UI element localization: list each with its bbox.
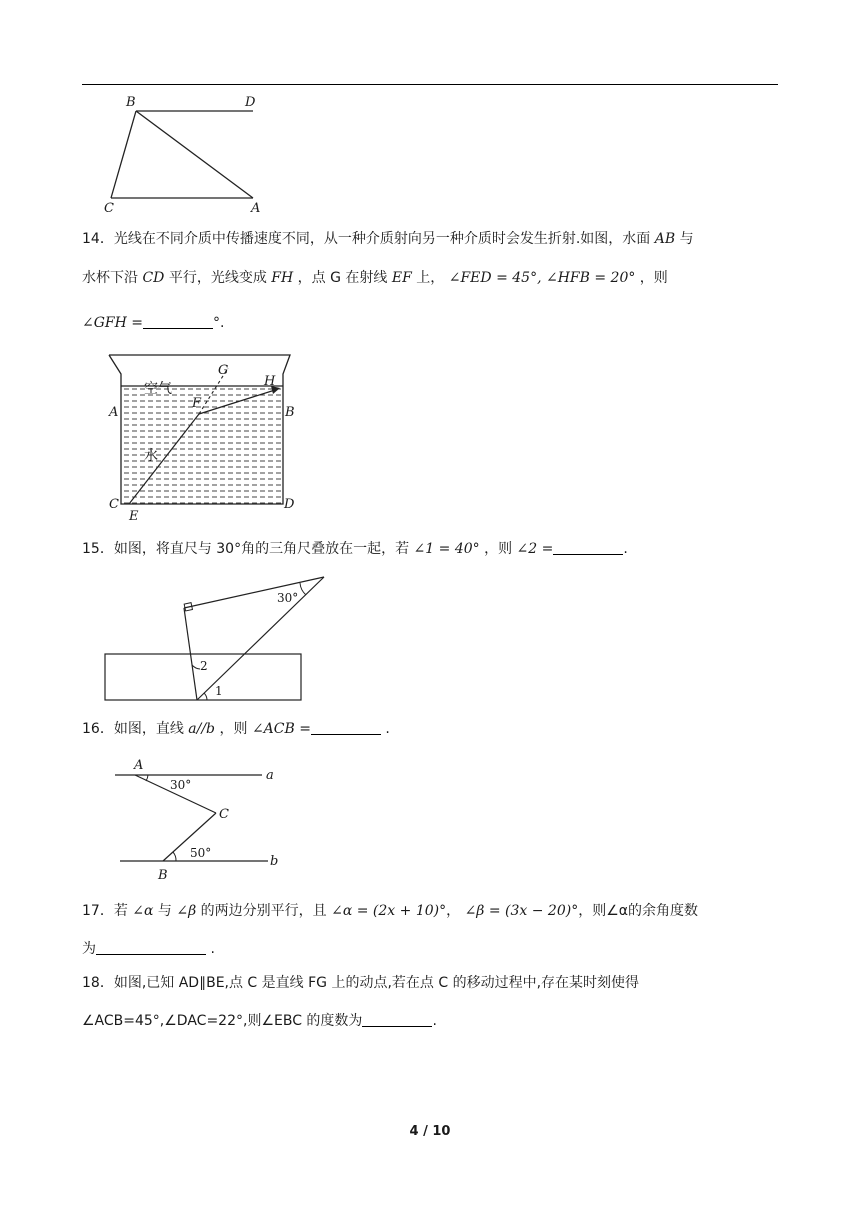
- label-b: B: [285, 405, 295, 420]
- label-a: A: [109, 405, 119, 420]
- answer-blank-17: [96, 940, 206, 955]
- q15-condition: ∠1 = 40°: [413, 541, 480, 557]
- label-e: E: [129, 509, 139, 524]
- triangle-figure: [95, 90, 275, 215]
- q15-number: 15．: [82, 541, 114, 557]
- air-label: 空气: [144, 381, 172, 397]
- q14-number: 14．: [82, 231, 114, 247]
- page-number: 4 / 10: [409, 1124, 451, 1139]
- question-16: 16．如图，直线 a//b ，则 ∠ACB = .: [82, 721, 390, 737]
- answer-blank-16: [311, 720, 381, 735]
- label-b-point: B: [158, 868, 168, 883]
- question-14-line-2: 水杯下沿 CD 平行，光线变成 FH ，点 G 在射线 EF 上， ∠FED = 45°, ∠HFB = 20° ，则: [82, 270, 668, 286]
- label-h: H: [264, 374, 276, 389]
- water-label: 水: [144, 448, 158, 464]
- parallel-lines-figure: [110, 752, 290, 882]
- line-a-label: a: [266, 768, 274, 783]
- label-b: B: [126, 95, 136, 110]
- angle-1-label: 1: [215, 684, 223, 698]
- label-a: A: [251, 201, 261, 216]
- label-f: F: [192, 396, 202, 411]
- label-d: D: [245, 95, 256, 110]
- angle-2-label: 2: [200, 659, 208, 673]
- q16-number: 16．: [82, 721, 114, 737]
- answer-blank-18: [362, 1012, 432, 1027]
- ruler-triangle-figure: [100, 570, 330, 705]
- question-17-line-2: 为 .: [82, 941, 215, 957]
- question-18-line-1: 18．如图,已知 AD∥BE,点 C 是直线 FG 上的动点,若在点 C 的移动过程中,存在某时刻使得: [82, 975, 640, 991]
- q14-condition: ∠FED = 45°, ∠HFB = 20°: [448, 270, 636, 286]
- answer-blank-15: [553, 540, 623, 555]
- label-d: D: [284, 497, 295, 512]
- question-17-line-1: 17．若 ∠α 与 ∠β 的两边分别平行，且 ∠α = (2x + 10)°， ∠β = (3x − 20)°，则∠α的余角度数: [82, 903, 698, 919]
- q17-number: 17．: [82, 903, 114, 919]
- q16-condition: a//b: [188, 721, 216, 737]
- line-b-label: b: [270, 854, 279, 869]
- angle-30-label: 30°: [170, 778, 192, 792]
- question-18-line-2: ∠ACB=45°,∠DAC=22°,则∠EBC 的度数为 .: [82, 1013, 437, 1029]
- water-cup-figure: [100, 350, 305, 525]
- label-c: C: [109, 497, 119, 512]
- label-a-point: A: [134, 758, 144, 773]
- question-14-line-1: 14．光线在不同介质中传播速度不同，从一种介质射向另一种介质时会发生折射.如图，水面 AB 与: [82, 231, 694, 247]
- question-14-line-3: ∠GFH = °.: [82, 315, 225, 331]
- q18-number: 18．: [82, 975, 114, 991]
- label-g: G: [218, 363, 229, 378]
- label-c: C: [104, 201, 114, 216]
- answer-blank-14: [143, 314, 213, 329]
- header-rule: [82, 84, 778, 85]
- question-15: 15．如图，将直尺与 30°角的三角尺叠放在一起，若 ∠1 = 40° ，则 ∠2 = .: [82, 541, 628, 557]
- angle-50-label: 50°: [190, 846, 212, 860]
- angle-30-label: 30°: [277, 591, 299, 605]
- label-c-point: C: [219, 807, 229, 822]
- water-region: [121, 386, 283, 504]
